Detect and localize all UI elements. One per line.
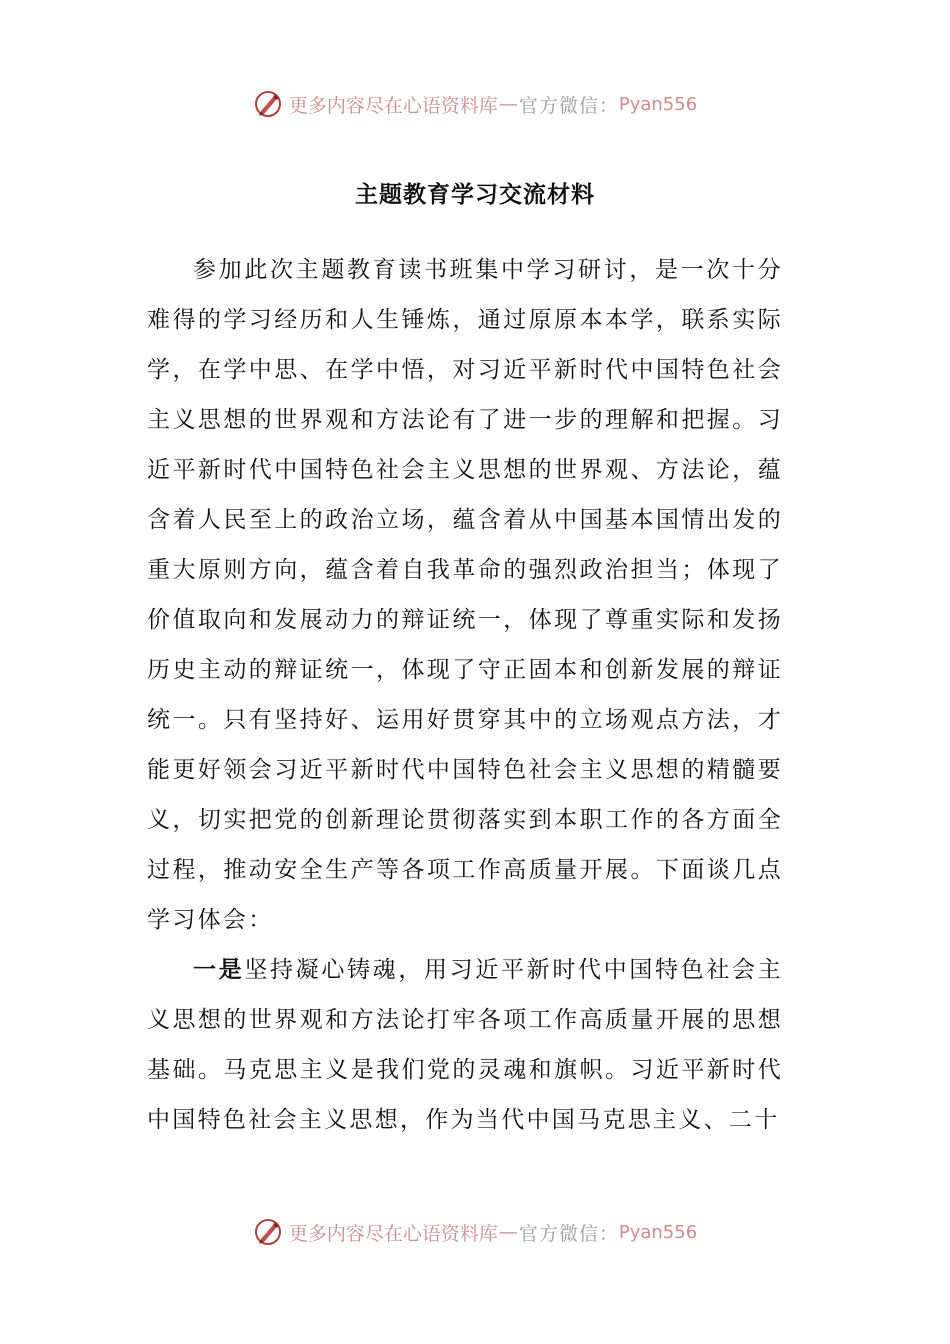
watermark-main-text: 更多内容尽在心语资料库 xyxy=(288,94,498,117)
footer-watermark xyxy=(0,1212,950,1252)
watermark-sub-text: 官方微信： xyxy=(518,1222,619,1245)
watermark-dash: — xyxy=(498,93,518,115)
watermark-sub-text: 官方微信： xyxy=(518,94,619,117)
watermark-dash: — xyxy=(498,1221,518,1243)
watermark-wechat-id: Pyan556 xyxy=(618,93,698,115)
paragraph-2 xyxy=(147,945,783,1145)
document-body xyxy=(147,245,783,1145)
pen-logo-icon xyxy=(253,89,283,119)
pen-logo-icon xyxy=(253,1217,283,1247)
watermark-wechat-id: Pyan556 xyxy=(618,1221,698,1243)
paragraph-2-text: 坚持凝心铸魂，用习近平新时代中国特色社会主义思想的世界观和方法论打牢各项工作高质量开展的思想基础。马克思主义是我们党的灵魂和旗帜。习近平新时代中国特色社会主义思想，作为当代中国马克思主义、二十 xyxy=(147,957,783,1133)
document-title: 主题教育学习交流材料 xyxy=(355,181,595,208)
paragraph-2-lead: 一是 xyxy=(193,956,245,983)
paragraph-1-text: 参加此次主题教育读书班集中学习研讨，是一次十分难得的学习经历和人生锤炼，通过原原本本学，联系实际学，在学中思、在学中悟，对习近平新时代中国特色社会主义思想的世界观和方法论有了进一步的理解和把握。习近平新时代中国特色社会主义思想的世界观、方法论，蕴含着人民至上的政治立场，蕴含着从中国基本国情出发的重大原则方向，蕴含着自我革命的强烈政治担当；体现了价值取向和发展动力的辩证统一，体现了尊重实际和发扬历史主动的辩证统一，体现了守正固本和创新发展的辩证统一。只有坚持好、运用好贯穿其中的立场观点方法，才能更好领会习近平新时代中国特色社会主义思想的精髓要义，切实把党的创新理论贯彻落实到本职工作的各方面全过程，推动安全生产等各项工作高质量开展。下面谈几点学习体会： xyxy=(147,257,783,933)
paragraph-1 xyxy=(147,245,783,945)
watermark-main-text: 更多内容尽在心语资料库 xyxy=(288,1222,498,1245)
header-watermark xyxy=(0,84,950,124)
